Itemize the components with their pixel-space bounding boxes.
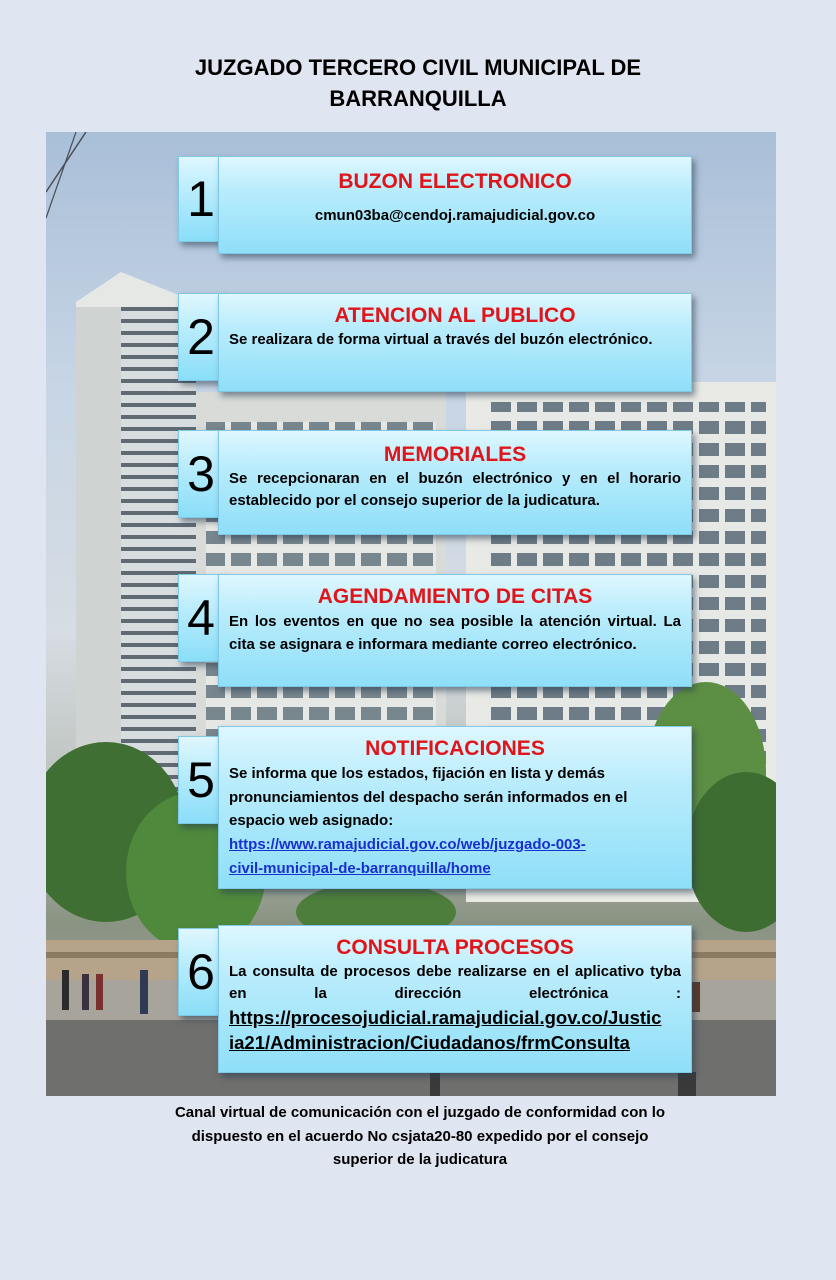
link-line-1: https://procesojudicial.ramajudicial.gov.co/Justic — [229, 1007, 662, 1028]
number-badge-4: 4 — [178, 574, 224, 662]
card-title: ATENCION AL PUBLICO — [334, 304, 576, 327]
number-badge-5: 5 — [178, 736, 224, 824]
card-title: NOTIFICACIONES — [365, 737, 545, 760]
card-title: AGENDAMIENTO DE CITAS — [317, 585, 593, 608]
card-agendamiento-de-citas — [218, 574, 692, 687]
footer-line-1: Canal virtual de comunicación con el juzgado de conformidad con lo — [174, 1104, 666, 1121]
page-title — [0, 52, 836, 114]
card-memoriales — [218, 430, 692, 535]
card-notificaciones — [218, 726, 692, 889]
notificaciones-link[interactable] — [229, 833, 681, 881]
link-line-2: civil-municipal-de-barranquilla/home — [229, 859, 491, 877]
card-atencion-al-publico — [218, 293, 692, 392]
card-text: Se realizara de forma virtual a través del buzón electrónico. — [229, 331, 653, 348]
card-text: Se informa que los estados, fijación en lista y demás pronunciamientos del despacho serán informados en el espacio web asignado: — [229, 765, 628, 829]
link-line-2: ia21/Administracion/Ciudadanos/frmConsulta — [229, 1032, 630, 1053]
number-badge-3: 3 — [178, 430, 224, 518]
card-title: BUZON ELECTRONICO — [338, 170, 572, 193]
card-text: En los eventos en que no sea posible la atención virtual. La cita se asignara e informara mediante correo electrónico. — [229, 613, 681, 653]
number-badge-1: 1 — [178, 156, 224, 242]
link-line-1: https://www.ramajudicial.gov.co/web/juzgado-003- — [229, 835, 586, 853]
number-badge-6: 6 — [178, 928, 224, 1016]
card-text: La consulta de procesos debe realizarse en el aplicativo tyba en la dirección electrónica : — [229, 963, 681, 1002]
card-buzon-electronico — [218, 156, 692, 254]
consulta-procesos-link[interactable] — [229, 1005, 681, 1055]
page-title-line-2: BARRANQUILLA — [329, 86, 507, 111]
page-title-line-1: JUZGADO TERCERO CIVIL MUNICIPAL DE — [194, 55, 642, 80]
card-text: Se recepcionaran en el buzón electrónico y en el horario establecido por el consejo superior de la judicatura. — [229, 470, 681, 509]
footer-line-3: superior de la judicatura — [332, 1151, 508, 1168]
card-title: CONSULTA PROCESOS — [336, 936, 574, 959]
card-consulta-procesos — [218, 925, 692, 1073]
email-address: cmun03ba@cendoj.ramajudicial.gov.co — [314, 207, 596, 224]
card-title: MEMORIALES — [383, 443, 527, 466]
number-badge-2: 2 — [178, 293, 224, 381]
footer-line-2: dispuesto en el acuerdo No csjata20-80 expedido por el consejo — [191, 1127, 649, 1145]
footer-note — [150, 1101, 690, 1172]
